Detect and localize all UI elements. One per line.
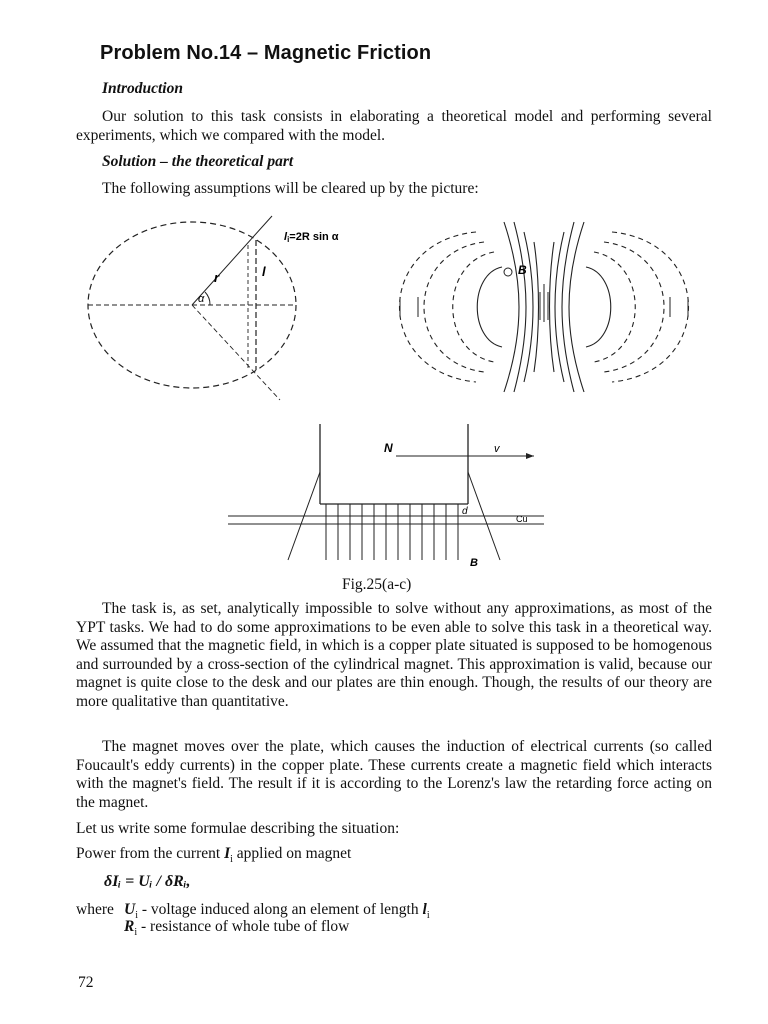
label-Cu: Cu: [516, 514, 528, 524]
intro-heading: Introduction: [102, 80, 183, 97]
label-B-field: B: [518, 263, 527, 277]
assumptions-text: The following assumptions will be cleared up by the picture:: [102, 180, 479, 197]
formulae-intro: Let us write some formulae describing the situation:: [76, 820, 400, 837]
figure-caption: Fig.25(a-c): [342, 576, 412, 593]
magnet-outline: [320, 424, 468, 504]
label-chord-left: l: [262, 264, 266, 279]
definition-R: $R_i$ - resistance of whole tube of flow: [124, 918, 350, 939]
label-B-vector: B: [470, 557, 478, 569]
page-number: 72: [78, 974, 94, 991]
velocity-arrowhead: [526, 453, 534, 459]
label-v: v: [494, 443, 500, 455]
left-field-loops: [400, 232, 503, 382]
figure-a-circle-diagram: [80, 210, 339, 410]
definition-U: where $U_i$ - voltage induced along an element of length $l_i$: [76, 901, 430, 922]
field-direction-arrows: [400, 284, 688, 322]
label-alpha: α: [198, 293, 205, 305]
body-paragraph-2: The magnet moves over the plate, which causes the induction of electrical currents (so called Foucault's eddy currents) in the copper plate. These currents create a magnetic field which interacts with the magnet's field. The result if it is according to the Lorenz's law the retarding force acting on the magnet.: [76, 738, 712, 811]
solution-heading: Solution – the theoretical part: [102, 153, 294, 170]
figure-c-magnet-plate: [228, 420, 548, 580]
right-field-loops: [586, 232, 689, 382]
intro-paragraph: Our solution to this task consists in elaborating a theoretical model and performing several experiments, which we compared with the model.: [76, 108, 712, 144]
label-d: d: [462, 506, 468, 517]
label-chord-top: li=2R sin α: [284, 231, 339, 244]
field-arrows-down: [326, 504, 458, 560]
body-paragraph-1: The task is, as set, analytically impossible to solve without any approximations, as most of the YPT tasks. We had to do some approximations to be even able to solve this task in a theoretical way. We assumed that the magnetic field, in which is a copper plate situated is supposed to be homogenous and surrounded by a cross-section of the cylindrical magnet. This approximation is valid, because our magnet is quite close to the desk and our plates are thin enough. Though, the results of our theory are more qualitative than quantitative.: [76, 600, 712, 710]
radius-line-down: [192, 305, 280, 400]
power-line: Power from the current $I_i$ applied on magnet: [76, 845, 352, 866]
current-formula: δIᵢ = Uᵢ / δRᵢ,: [104, 873, 191, 890]
label-r: r: [214, 270, 220, 285]
field-vector-circle: [504, 268, 512, 276]
alpha-arc: [205, 292, 210, 305]
label-N: N: [384, 441, 393, 455]
radius-line-up: [192, 216, 272, 305]
page-title: Problem No.14 – Magnetic Friction: [100, 42, 432, 64]
figure-b-field-lines: [384, 222, 704, 392]
